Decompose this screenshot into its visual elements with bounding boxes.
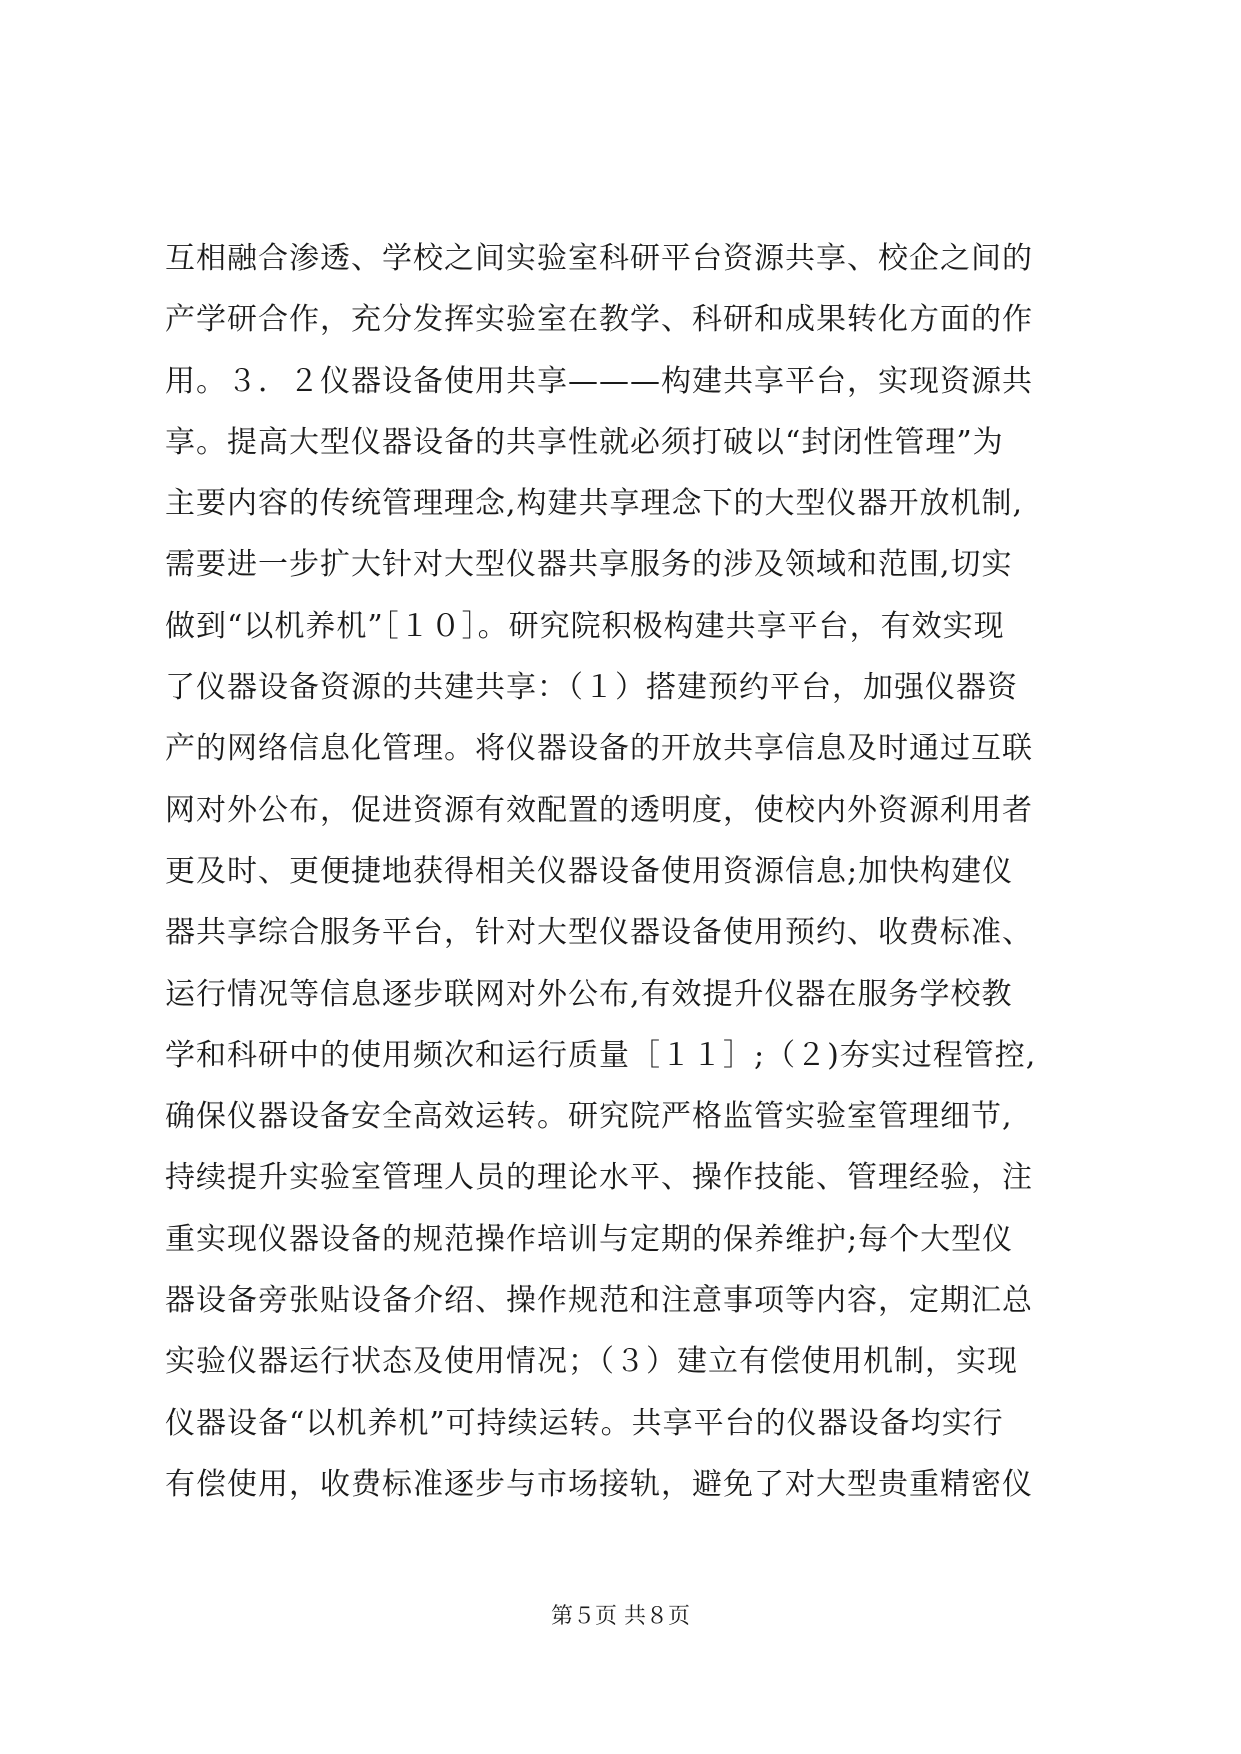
text-line: 运行情况等信息逐步联网对外公布,有效提升仪器在服务学校教 bbox=[165, 976, 1013, 1012]
text-line: 实验仪器运行状态及使用情况；（３）建立有偿使用机制，实现 bbox=[165, 1344, 1018, 1380]
text-line: 做到“以机养机”［１０］。研究院积极构建共享平台，有效实现 bbox=[165, 608, 1005, 644]
text-line: 有偿使用，收费标准逐步与市场接轨，避免了对大型贵重精密仪 bbox=[165, 1466, 1033, 1502]
text-line: 互相融合渗透、学校之间实验室科研平台资源共享、校企之间的 bbox=[165, 241, 1033, 276]
text-line: 更及时、更便捷地获得相关仪器设备使用资源信息;加快构建仪 bbox=[165, 853, 1014, 889]
text-line: 产学研合作，充分发挥实验室在教学、科研和成果转化方面的作 bbox=[165, 302, 1033, 338]
text-line: 了仪器设备资源的共建共享：（１）搭建预约平台，加强仪器资 bbox=[165, 670, 1018, 706]
text-line: 确保仪器设备安全高效运转。研究院严格监管实验室管理细节, bbox=[165, 1099, 1013, 1135]
text-line: 仪器设备“以机养机”可持续运转。共享平台的仪器设备均实行 bbox=[165, 1405, 1004, 1441]
text-line: 重实现仪器设备的规范操作培训与定期的保养维护;每个大型仪 bbox=[165, 1221, 1014, 1257]
text-line: 主要内容的传统管理理念,构建共享理念下的大型仪器开放机制, bbox=[165, 486, 1024, 522]
text-line: 网对外公布，促进资源有效配置的透明度，使校内外资源利用者 bbox=[165, 792, 1033, 828]
text-line: 学和科研中的使用频次和运行质量［１１］;（２)夯实过程管控, bbox=[165, 1037, 1037, 1073]
text-line: 需要进一步扩大针对大型仪器共享服务的涉及领域和范围,切实 bbox=[165, 547, 1013, 583]
text-line: 产的网络信息化管理。将仪器设备的开放共享信息及时通过互联 bbox=[165, 731, 1033, 767]
text-line: 器设备旁张贴设备介绍、操作规范和注意事项等内容，定期汇总 bbox=[165, 1283, 1033, 1319]
text-line: 持续提升实验室管理人员的理论水平、操作技能、管理经验，注 bbox=[165, 1160, 1033, 1196]
body-text bbox=[165, 228, 1085, 1515]
text-line: 享。提高大型仪器设备的共享性就必须打破以“封闭性管理”为 bbox=[165, 424, 1004, 460]
text-line: 器共享综合服务平台，针对大型仪器设备使用预约、收费标准、 bbox=[165, 915, 1033, 951]
page-number-footer: 第５页 共８页 bbox=[551, 1604, 690, 1629]
text-line: 用。３．２仪器设备使用共享———构建共享平台，实现资源共 bbox=[165, 363, 1033, 399]
